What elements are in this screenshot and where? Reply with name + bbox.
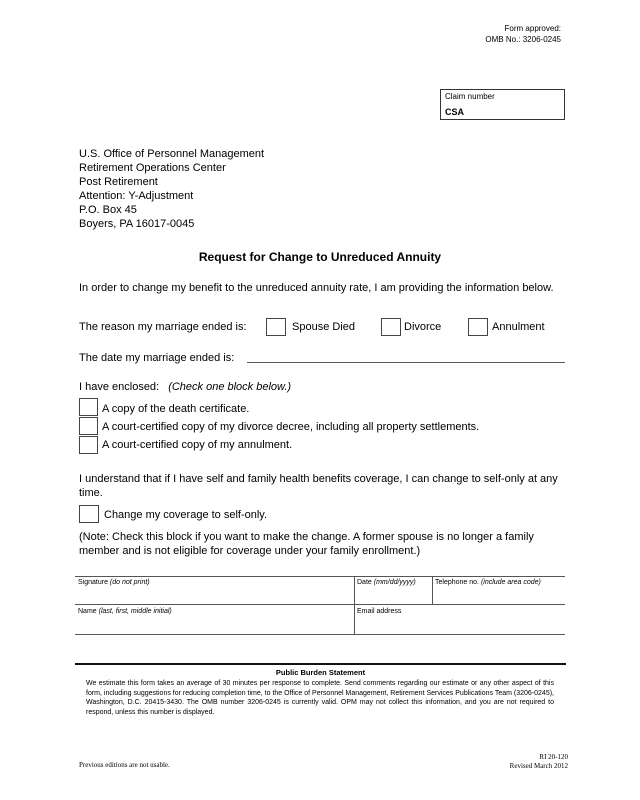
address-line: Attention: Y-Adjustment xyxy=(79,190,194,202)
date-label: Date xyxy=(357,579,372,586)
coverage-note: (Note: Check this block if you want to make the change. A former spouse is no longer a family member and is not eligible for coverage under your family enrollment.) xyxy=(79,531,534,557)
annulment-checkbox[interactable] xyxy=(468,318,488,336)
reason-label: The reason my marriage ended is: xyxy=(79,321,247,333)
burden-statement-title: Public Burden Statement xyxy=(275,668,366,677)
signature-table-top-border xyxy=(75,576,565,577)
email-field[interactable] xyxy=(357,607,562,632)
date-hint: (mm/dd/yyyy) xyxy=(373,579,416,586)
enclosed-label: I have enclosed: xyxy=(79,381,160,393)
name-hint: (last, first, middle initial) xyxy=(98,608,172,615)
intro-text: In order to change my benefit to the unreduced annuity rate, I am providing the information below. xyxy=(79,282,554,294)
coverage-text: I understand that if I have self and family health benefits coverage, I can change to self-only at any time. xyxy=(79,473,558,499)
self-only-label: Change my coverage to self-only. xyxy=(104,509,268,521)
address-line: P.O. Box 45 xyxy=(79,204,137,216)
date-ended-label: The date my marriage ended is: xyxy=(79,352,235,364)
form-title: Request for Change to Unreduced Annuity xyxy=(198,250,442,264)
omb-number: OMB No.: 3206-0245 xyxy=(485,35,561,44)
enclosed-label-row xyxy=(79,380,291,394)
telephone-label: Telephone no. xyxy=(435,579,479,586)
death-certificate-label: A copy of the death certificate. xyxy=(102,403,250,415)
signature-label: Signature xyxy=(78,579,108,586)
death-certificate-checkbox[interactable] xyxy=(79,398,98,416)
address-line: Boyers, PA 16017-0045 xyxy=(79,218,195,230)
annulment-copy-checkbox[interactable] xyxy=(79,436,98,454)
address-line: U.S. Office of Personnel Management xyxy=(79,148,265,160)
signature-row-divider xyxy=(75,604,565,605)
enclosed-hint: (Check one block below.) xyxy=(168,381,292,393)
annulment-copy-label: A court-certified copy of my annulment. xyxy=(102,439,293,451)
telephone-column-divider xyxy=(432,576,433,604)
self-only-checkbox[interactable] xyxy=(79,505,99,523)
email-label: Email address xyxy=(357,608,402,615)
divorce-decree-checkbox[interactable] xyxy=(79,417,98,435)
spouse-died-checkbox[interactable] xyxy=(266,318,286,336)
date-field[interactable] xyxy=(357,578,430,602)
signature-field[interactable] xyxy=(78,578,350,602)
burden-statement-text: We estimate this form takes an average of 30 minutes per response to complete. Send comments regarding our estimate or any other aspect of this form, including suggestions for reducing completion time, to the Office of Personnel Management, Retirement Services Publications Team (3206-0245), Washington, D.C. 20415-3430. The OMB number 3206-0245 is currently valid. OPM may not collect this information, and you are not required to respond, unless this number is displayed. xyxy=(86,680,554,716)
name-label: Name xyxy=(78,608,97,615)
claim-number-label: Claim number xyxy=(445,92,495,101)
date-ended-field[interactable] xyxy=(247,362,565,363)
burden-statement-rule xyxy=(75,663,566,665)
name-field[interactable] xyxy=(78,607,350,632)
claim-number-box[interactable] xyxy=(440,89,565,120)
form-approved-label: Form approved: xyxy=(504,24,561,33)
signature-hint: (do not print) xyxy=(109,579,150,586)
mailing-address xyxy=(79,147,264,231)
divorce-label: Divorce xyxy=(404,321,442,333)
address-line: Post Retirement xyxy=(79,176,158,188)
address-line: Retirement Operations Center xyxy=(79,162,226,174)
telephone-field[interactable] xyxy=(435,578,565,602)
divorce-checkbox[interactable] xyxy=(381,318,401,336)
date-column-divider xyxy=(354,576,355,634)
divorce-decree-label: A court-certified copy of my divorce decree, including all property settlements. xyxy=(102,421,480,433)
claim-number-value: CSA xyxy=(445,107,465,117)
telephone-hint: (include area code) xyxy=(480,579,541,586)
previous-editions-note: Previous editions are not usable. xyxy=(79,761,170,769)
form-number: RI 20-120 xyxy=(539,753,568,761)
spouse-died-label: Spouse Died xyxy=(292,321,355,333)
revision-date: Revised March 2012 xyxy=(509,762,568,770)
signature-table-bottom-border xyxy=(75,634,565,635)
annulment-label: Annulment xyxy=(492,321,545,333)
